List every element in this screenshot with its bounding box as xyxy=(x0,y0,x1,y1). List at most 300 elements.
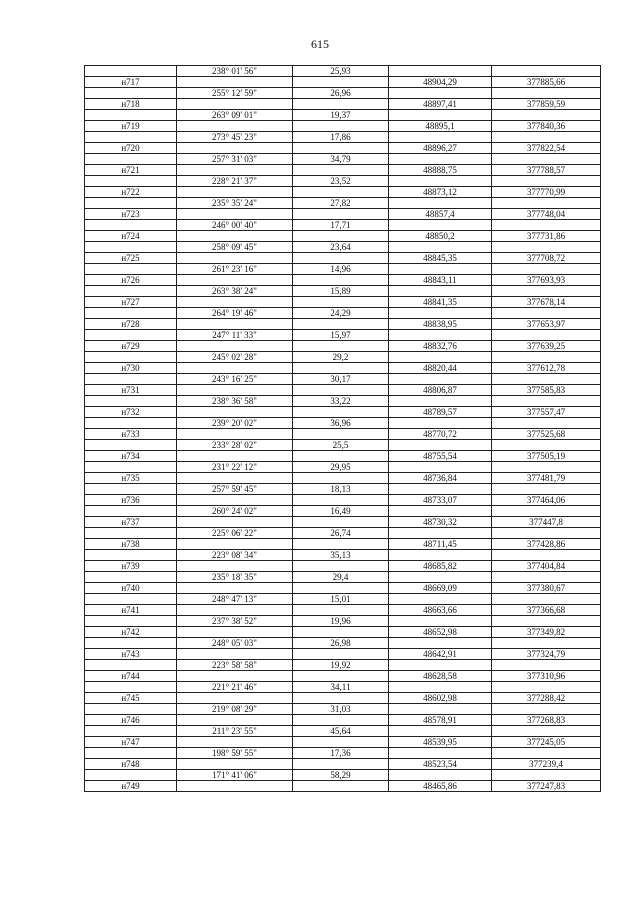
angle-cell xyxy=(177,99,293,110)
distance-cell: 15,89 xyxy=(293,286,389,297)
point-cell xyxy=(85,528,177,539)
distance-cell: 17,71 xyxy=(293,220,389,231)
angle-cell xyxy=(177,649,293,660)
y-coordinate-cell xyxy=(492,66,601,77)
point-cell: н729 xyxy=(85,341,177,352)
table-row xyxy=(85,440,601,451)
point-cell: н748 xyxy=(85,759,177,770)
y-coordinate-cell xyxy=(492,572,601,583)
y-coordinate-cell: 377770,99 xyxy=(492,187,601,198)
y-coordinate-cell xyxy=(492,484,601,495)
angle-cell xyxy=(177,319,293,330)
point-cell: н727 xyxy=(85,297,177,308)
distance-cell: 58,29 xyxy=(293,770,389,781)
point-cell: н739 xyxy=(85,561,177,572)
y-coordinate-cell: 377585,83 xyxy=(492,385,601,396)
distance-cell: 23,52 xyxy=(293,176,389,187)
table-row xyxy=(85,704,601,715)
table-row xyxy=(85,583,601,594)
x-coordinate-cell xyxy=(389,374,492,385)
point-cell: н741 xyxy=(85,605,177,616)
x-coordinate-cell xyxy=(389,66,492,77)
point-cell: н719 xyxy=(85,121,177,132)
y-coordinate-cell: 377428,86 xyxy=(492,539,601,550)
angle-cell xyxy=(177,297,293,308)
x-coordinate-cell xyxy=(389,572,492,583)
table-row xyxy=(85,154,601,165)
point-cell: н737 xyxy=(85,517,177,528)
angle-cell xyxy=(177,627,293,638)
angle-cell xyxy=(177,429,293,440)
x-coordinate-cell: 48642,91 xyxy=(389,649,492,660)
point-cell xyxy=(85,484,177,495)
distance-cell xyxy=(293,187,389,198)
y-coordinate-cell xyxy=(492,462,601,473)
angle-cell xyxy=(177,363,293,374)
point-cell xyxy=(85,330,177,341)
distance-cell xyxy=(293,605,389,616)
y-coordinate-cell xyxy=(492,176,601,187)
coordinates-table-body xyxy=(85,66,601,792)
x-coordinate-cell: 48838,95 xyxy=(389,319,492,330)
point-cell xyxy=(85,660,177,671)
distance-cell: 26,96 xyxy=(293,88,389,99)
y-coordinate-cell: 377731,86 xyxy=(492,231,601,242)
distance-cell: 27,82 xyxy=(293,198,389,209)
distance-cell: 25,93 xyxy=(293,66,389,77)
angle-cell: 198° 59' 55" xyxy=(177,748,293,759)
table-row xyxy=(85,737,601,748)
angle-cell xyxy=(177,275,293,286)
x-coordinate-cell: 48523,54 xyxy=(389,759,492,770)
point-cell xyxy=(85,110,177,121)
angle-cell xyxy=(177,341,293,352)
table-row xyxy=(85,121,601,132)
table-row xyxy=(85,462,601,473)
table-row xyxy=(85,682,601,693)
table-row xyxy=(85,374,601,385)
y-coordinate-cell xyxy=(492,594,601,605)
table-row xyxy=(85,550,601,561)
table-row xyxy=(85,176,601,187)
point-cell xyxy=(85,638,177,649)
y-coordinate-cell: 377349,82 xyxy=(492,627,601,638)
y-coordinate-cell xyxy=(492,682,601,693)
point-cell xyxy=(85,594,177,605)
angle-cell xyxy=(177,121,293,132)
angle-cell: 255° 12' 59" xyxy=(177,88,293,99)
y-coordinate-cell xyxy=(492,110,601,121)
distance-cell: 34,79 xyxy=(293,154,389,165)
y-coordinate-cell: 377288,42 xyxy=(492,693,601,704)
y-coordinate-cell xyxy=(492,132,601,143)
point-cell: н749 xyxy=(85,781,177,792)
angle-cell: 245° 02' 28" xyxy=(177,352,293,363)
x-coordinate-cell: 48733,07 xyxy=(389,495,492,506)
point-cell: н744 xyxy=(85,671,177,682)
distance-cell: 23,64 xyxy=(293,242,389,253)
point-cell: н745 xyxy=(85,693,177,704)
table-row xyxy=(85,165,601,176)
point-cell: н738 xyxy=(85,539,177,550)
distance-cell: 30,17 xyxy=(293,374,389,385)
x-coordinate-cell: 48832,76 xyxy=(389,341,492,352)
point-cell xyxy=(85,396,177,407)
table-row xyxy=(85,473,601,484)
angle-cell: 257° 59' 45" xyxy=(177,484,293,495)
y-coordinate-cell: 377612,78 xyxy=(492,363,601,374)
table-row xyxy=(85,385,601,396)
table-row xyxy=(85,781,601,792)
distance-cell xyxy=(293,649,389,660)
point-cell: н746 xyxy=(85,715,177,726)
y-coordinate-cell: 377840,36 xyxy=(492,121,601,132)
angle-cell: 221° 21' 46" xyxy=(177,682,293,693)
distance-cell: 34,11 xyxy=(293,682,389,693)
angle-cell: 211° 23' 55" xyxy=(177,726,293,737)
x-coordinate-cell xyxy=(389,770,492,781)
point-cell xyxy=(85,264,177,275)
distance-cell: 36,96 xyxy=(293,418,389,429)
point-cell xyxy=(85,88,177,99)
point-cell xyxy=(85,66,177,77)
distance-cell xyxy=(293,363,389,374)
x-coordinate-cell xyxy=(389,198,492,209)
distance-cell xyxy=(293,407,389,418)
x-coordinate-cell: 48841,35 xyxy=(389,297,492,308)
point-cell: н726 xyxy=(85,275,177,286)
point-cell xyxy=(85,748,177,759)
point-cell xyxy=(85,704,177,715)
table-row xyxy=(85,286,601,297)
x-coordinate-cell xyxy=(389,440,492,451)
distance-cell xyxy=(293,539,389,550)
table-row xyxy=(85,242,601,253)
distance-cell: 29,2 xyxy=(293,352,389,363)
angle-cell: 171° 41' 06" xyxy=(177,770,293,781)
y-coordinate-cell xyxy=(492,528,601,539)
angle-cell: 223° 08' 34" xyxy=(177,550,293,561)
angle-cell xyxy=(177,759,293,770)
point-cell: н725 xyxy=(85,253,177,264)
y-coordinate-cell xyxy=(492,154,601,165)
table-row xyxy=(85,671,601,682)
x-coordinate-cell xyxy=(389,748,492,759)
x-coordinate-cell xyxy=(389,660,492,671)
table-row xyxy=(85,88,601,99)
point-cell xyxy=(85,220,177,231)
y-coordinate-cell: 377639,25 xyxy=(492,341,601,352)
x-coordinate-cell: 48736,84 xyxy=(389,473,492,484)
x-coordinate-cell xyxy=(389,528,492,539)
angle-cell: 238° 36' 58" xyxy=(177,396,293,407)
distance-cell xyxy=(293,517,389,528)
point-cell: н718 xyxy=(85,99,177,110)
distance-cell: 19,96 xyxy=(293,616,389,627)
distance-cell: 26,98 xyxy=(293,638,389,649)
page-number: 615 xyxy=(311,37,329,51)
x-coordinate-cell xyxy=(389,726,492,737)
y-coordinate-cell xyxy=(492,198,601,209)
y-coordinate-cell xyxy=(492,286,601,297)
angle-cell xyxy=(177,165,293,176)
x-coordinate-cell: 48857,4 xyxy=(389,209,492,220)
x-coordinate-cell xyxy=(389,242,492,253)
x-coordinate-cell: 48663,66 xyxy=(389,605,492,616)
angle-cell xyxy=(177,231,293,242)
angle-cell xyxy=(177,781,293,792)
table-row xyxy=(85,528,601,539)
distance-cell: 25,5 xyxy=(293,440,389,451)
distance-cell xyxy=(293,319,389,330)
angle-cell: 231° 22' 12" xyxy=(177,462,293,473)
y-coordinate-cell: 377822,54 xyxy=(492,143,601,154)
table-row xyxy=(85,319,601,330)
point-cell xyxy=(85,726,177,737)
distance-cell xyxy=(293,561,389,572)
angle-cell xyxy=(177,671,293,682)
point-cell xyxy=(85,462,177,473)
x-coordinate-cell xyxy=(389,396,492,407)
y-coordinate-cell xyxy=(492,308,601,319)
y-coordinate-cell xyxy=(492,726,601,737)
distance-cell: 18,13 xyxy=(293,484,389,495)
angle-cell xyxy=(177,407,293,418)
distance-cell xyxy=(293,231,389,242)
y-coordinate-cell xyxy=(492,374,601,385)
angle-cell xyxy=(177,561,293,572)
point-cell: н743 xyxy=(85,649,177,660)
angle-cell: 219° 08' 29" xyxy=(177,704,293,715)
point-cell xyxy=(85,374,177,385)
x-coordinate-cell xyxy=(389,88,492,99)
y-coordinate-cell xyxy=(492,638,601,649)
x-coordinate-cell xyxy=(389,286,492,297)
table-row xyxy=(85,693,601,704)
y-coordinate-cell: 377380,67 xyxy=(492,583,601,594)
point-cell: н736 xyxy=(85,495,177,506)
angle-cell: 258° 09' 45" xyxy=(177,242,293,253)
y-coordinate-cell xyxy=(492,616,601,627)
distance-cell xyxy=(293,253,389,264)
point-cell xyxy=(85,440,177,451)
y-coordinate-cell: 377310,96 xyxy=(492,671,601,682)
x-coordinate-cell: 48888,75 xyxy=(389,165,492,176)
table-row xyxy=(85,132,601,143)
x-coordinate-cell: 48843,11 xyxy=(389,275,492,286)
x-coordinate-cell: 48465,86 xyxy=(389,781,492,792)
table-row xyxy=(85,220,601,231)
x-coordinate-cell xyxy=(389,616,492,627)
y-coordinate-cell xyxy=(492,352,601,363)
x-coordinate-cell: 48628,58 xyxy=(389,671,492,682)
angle-cell: 223° 58' 58" xyxy=(177,660,293,671)
x-coordinate-cell xyxy=(389,682,492,693)
angle-cell xyxy=(177,495,293,506)
distance-cell xyxy=(293,473,389,484)
x-coordinate-cell xyxy=(389,264,492,275)
table-row xyxy=(85,770,601,781)
angle-cell xyxy=(177,517,293,528)
y-coordinate-cell: 377505,19 xyxy=(492,451,601,462)
angle-cell xyxy=(177,539,293,550)
point-cell: н732 xyxy=(85,407,177,418)
distance-cell: 15,01 xyxy=(293,594,389,605)
y-coordinate-cell: 377239,4 xyxy=(492,759,601,770)
table-row xyxy=(85,143,601,154)
point-cell xyxy=(85,506,177,517)
table-row xyxy=(85,209,601,220)
table-row xyxy=(85,363,601,374)
x-coordinate-cell xyxy=(389,462,492,473)
x-coordinate-cell: 48755,54 xyxy=(389,451,492,462)
angle-cell: 248° 05' 03" xyxy=(177,638,293,649)
distance-cell xyxy=(293,671,389,682)
y-coordinate-cell xyxy=(492,704,601,715)
y-coordinate-cell: 377247,83 xyxy=(492,781,601,792)
y-coordinate-cell xyxy=(492,770,601,781)
distance-cell xyxy=(293,583,389,594)
x-coordinate-cell: 48904,29 xyxy=(389,77,492,88)
distance-cell: 29,4 xyxy=(293,572,389,583)
distance-cell: 14,96 xyxy=(293,264,389,275)
table-row xyxy=(85,495,601,506)
distance-cell xyxy=(293,759,389,770)
table-row xyxy=(85,429,601,440)
distance-cell: 33,22 xyxy=(293,396,389,407)
point-cell xyxy=(85,242,177,253)
table-row xyxy=(85,77,601,88)
angle-cell: 247° 11' 33" xyxy=(177,330,293,341)
distance-cell xyxy=(293,209,389,220)
angle-cell: 237° 38' 52" xyxy=(177,616,293,627)
x-coordinate-cell xyxy=(389,132,492,143)
y-coordinate-cell: 377708,72 xyxy=(492,253,601,264)
y-coordinate-cell xyxy=(492,660,601,671)
angle-cell: 243° 16' 25" xyxy=(177,374,293,385)
point-cell: н733 xyxy=(85,429,177,440)
distance-cell: 17,36 xyxy=(293,748,389,759)
angle-cell: 238° 01' 56" xyxy=(177,66,293,77)
distance-cell: 16,49 xyxy=(293,506,389,517)
table-row xyxy=(85,297,601,308)
angle-cell xyxy=(177,143,293,154)
point-cell: н747 xyxy=(85,737,177,748)
y-coordinate-cell xyxy=(492,550,601,561)
y-coordinate-cell xyxy=(492,440,601,451)
x-coordinate-cell xyxy=(389,506,492,517)
x-coordinate-cell: 48850,2 xyxy=(389,231,492,242)
distance-cell: 45,64 xyxy=(293,726,389,737)
angle-cell: 239° 20' 02" xyxy=(177,418,293,429)
point-cell xyxy=(85,682,177,693)
x-coordinate-cell: 48806,87 xyxy=(389,385,492,396)
angle-cell: 235° 35' 24" xyxy=(177,198,293,209)
distance-cell xyxy=(293,297,389,308)
table-row xyxy=(85,99,601,110)
distance-cell xyxy=(293,693,389,704)
x-coordinate-cell: 48578,91 xyxy=(389,715,492,726)
angle-cell xyxy=(177,209,293,220)
point-cell: н740 xyxy=(85,583,177,594)
table-row xyxy=(85,572,601,583)
point-cell xyxy=(85,770,177,781)
angle-cell xyxy=(177,715,293,726)
angle-cell: 228° 21' 37" xyxy=(177,176,293,187)
table-row xyxy=(85,330,601,341)
table-row xyxy=(85,748,601,759)
point-cell xyxy=(85,418,177,429)
point-cell xyxy=(85,198,177,209)
distance-cell: 31,03 xyxy=(293,704,389,715)
angle-cell xyxy=(177,693,293,704)
x-coordinate-cell xyxy=(389,484,492,495)
x-coordinate-cell xyxy=(389,418,492,429)
angle-cell: 273° 45' 23" xyxy=(177,132,293,143)
angle-cell: 261° 23' 16" xyxy=(177,264,293,275)
y-coordinate-cell xyxy=(492,88,601,99)
table-row xyxy=(85,110,601,121)
x-coordinate-cell: 48820,44 xyxy=(389,363,492,374)
x-coordinate-cell xyxy=(389,154,492,165)
x-coordinate-cell: 48873,12 xyxy=(389,187,492,198)
y-coordinate-cell xyxy=(492,220,601,231)
y-coordinate-cell: 377447,8 xyxy=(492,517,601,528)
angle-cell: 257° 31' 03" xyxy=(177,154,293,165)
table-row xyxy=(85,649,601,660)
table-row xyxy=(85,231,601,242)
table-row xyxy=(85,187,601,198)
table-row xyxy=(85,506,601,517)
distance-cell xyxy=(293,429,389,440)
x-coordinate-cell xyxy=(389,110,492,121)
distance-cell: 17,86 xyxy=(293,132,389,143)
table-row xyxy=(85,638,601,649)
table-row xyxy=(85,407,601,418)
x-coordinate-cell: 48789,57 xyxy=(389,407,492,418)
angle-cell: 263° 38' 24" xyxy=(177,286,293,297)
x-coordinate-cell xyxy=(389,176,492,187)
point-cell: н723 xyxy=(85,209,177,220)
distance-cell: 29,95 xyxy=(293,462,389,473)
angle-cell: 235° 18' 35" xyxy=(177,572,293,583)
table-row xyxy=(85,715,601,726)
table-row xyxy=(85,198,601,209)
point-cell: н721 xyxy=(85,165,177,176)
y-coordinate-cell: 377788,57 xyxy=(492,165,601,176)
point-cell: н730 xyxy=(85,363,177,374)
x-coordinate-cell: 48669,09 xyxy=(389,583,492,594)
y-coordinate-cell xyxy=(492,242,601,253)
point-cell xyxy=(85,352,177,363)
point-cell: н722 xyxy=(85,187,177,198)
angle-cell: 233° 28' 02" xyxy=(177,440,293,451)
x-coordinate-cell xyxy=(389,638,492,649)
y-coordinate-cell xyxy=(492,396,601,407)
y-coordinate-cell: 377324,79 xyxy=(492,649,601,660)
table-row xyxy=(85,517,601,528)
table-row xyxy=(85,539,601,550)
table-row xyxy=(85,352,601,363)
table-row xyxy=(85,616,601,627)
angle-cell: 246° 00' 40" xyxy=(177,220,293,231)
angle-cell xyxy=(177,77,293,88)
point-cell: н742 xyxy=(85,627,177,638)
angle-cell xyxy=(177,187,293,198)
x-coordinate-cell: 48711,45 xyxy=(389,539,492,550)
table-row xyxy=(85,341,601,352)
y-coordinate-cell: 377245,05 xyxy=(492,737,601,748)
